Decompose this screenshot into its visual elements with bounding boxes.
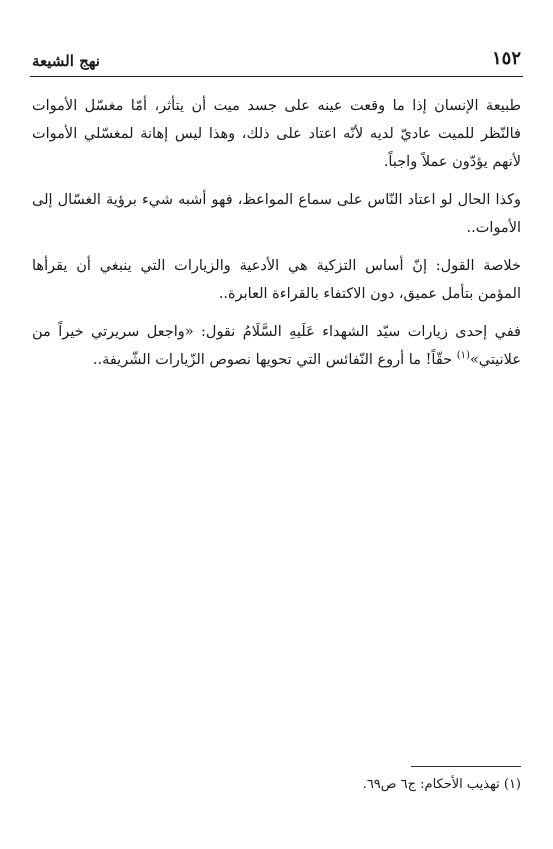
header-divider <box>30 76 523 77</box>
paragraph-3: خلاصة القول: إنّ أساس التزكية هي الأدعية والزيارات التي ينبغي أن يقرأها المؤمن بتأمل عميق، دون الاكتفاء بالقراءة العابرة.. <box>32 258 521 302</box>
paragraph-4-rest: حقّاً! ما أروع النّفائس التي تحويها نصوص الزّيارات الشّريفة.. <box>92 352 457 368</box>
paragraph-2: وكذا الحال لو اعتاد النّاس على سماع المواعظ، فهو أشبه شيء برؤية الغسّال إلى الأموات.. <box>32 192 521 236</box>
footnote-divider <box>411 766 521 767</box>
paragraph-1: طبيعة الإنسان إذا ما وقعت عينه على جسد ميت أن يتأثر، أمّا مغسّل الأموات فالنّظر للميت عاديّ لديه لأنّه اعتاد على ذلك، وهذا ليس إهانة لمغسّلي الأموات لأنهم يؤدّون عملاً واجباً. <box>32 98 521 170</box>
footnote-reference[interactable]: (١) <box>456 350 470 362</box>
paragraph-4 <box>32 318 521 374</box>
running-title: نهج الشيعة <box>32 52 100 70</box>
footnote-1: (١) تهذيب الأحكام: ج٦ ص٦٩. <box>362 777 521 792</box>
page-number: ١٥٢ <box>491 48 521 69</box>
page-header <box>32 46 521 76</box>
paragraph-4-quote: ففي إحدى زيارات سيّد الشهداء عَلَيهِ السَّلَامُ نقول: «واجعل سريرتي خيراً من علانيتي» <box>32 324 521 368</box>
body-text <box>32 92 521 384</box>
